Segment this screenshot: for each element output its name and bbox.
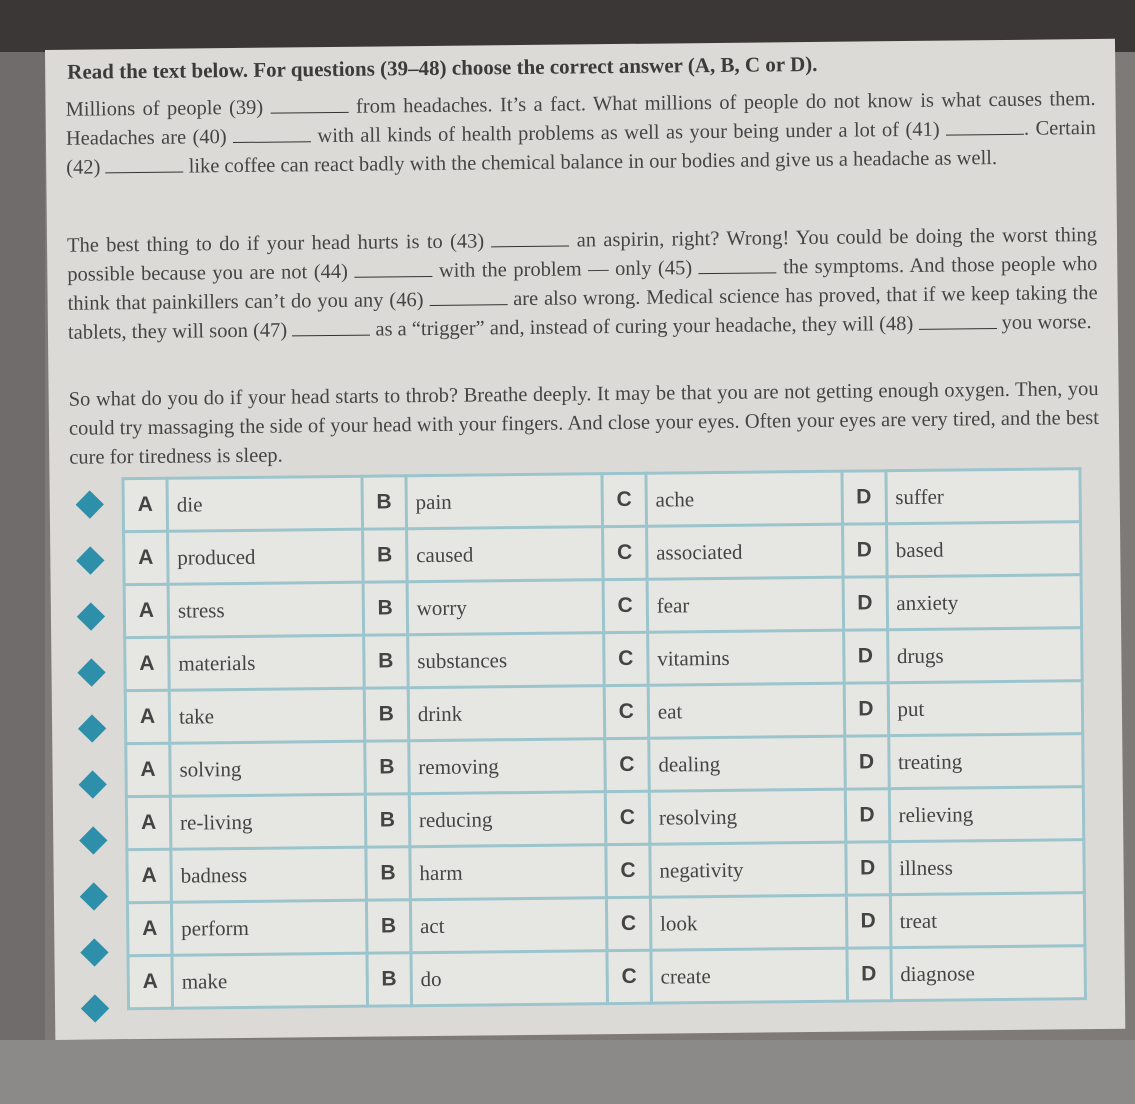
option-word[interactable]: resolving xyxy=(649,789,845,844)
option-letter: D xyxy=(846,895,891,948)
option-letter: B xyxy=(364,688,409,741)
option-word[interactable]: fear xyxy=(647,577,843,632)
option-word[interactable]: suffer xyxy=(885,469,1080,524)
option-letter: C xyxy=(607,950,652,1003)
option-word[interactable]: create xyxy=(651,948,847,1003)
option-word[interactable]: stress xyxy=(168,582,363,637)
options-table xyxy=(121,467,1087,1010)
option-letter: B xyxy=(363,635,408,688)
p2-text-2: an aspirin, right? Wrong! You could be doing the worst thing possible because you are not (44) xyxy=(67,223,1098,286)
paragraph-3: So what do you do if your head starts to throb? Breathe deeply. It may be that you are not getting enough oxygen. Then, you could try massaging the side of your head with your fingers. And close your eyes. Often your eyes are very tired, and the best cure for tiredness is sleep. xyxy=(68,377,1100,469)
option-letter: B xyxy=(362,476,407,529)
option-word[interactable]: perform xyxy=(171,900,366,955)
option-letter: C xyxy=(604,685,649,738)
option-letter: D xyxy=(841,471,886,524)
option-letter: C xyxy=(605,738,650,791)
option-word[interactable]: re-living xyxy=(170,794,365,849)
option-letter: D xyxy=(844,736,889,789)
background-left xyxy=(0,52,45,1104)
option-word[interactable]: act xyxy=(410,898,607,953)
option-word[interactable]: dealing xyxy=(649,736,845,791)
option-letter: C xyxy=(606,897,651,950)
option-word[interactable]: treating xyxy=(888,734,1083,789)
option-letter: B xyxy=(366,847,411,900)
gap-43[interactable] xyxy=(491,232,569,248)
gap-48[interactable] xyxy=(918,314,996,330)
option-word[interactable]: make xyxy=(172,953,367,1008)
option-word[interactable]: caused xyxy=(406,527,603,582)
option-word[interactable]: vitamins xyxy=(647,630,843,685)
option-letter: B xyxy=(365,741,410,794)
option-row xyxy=(128,946,1086,1009)
option-word[interactable]: produced xyxy=(168,529,363,584)
option-word[interactable]: diagnose xyxy=(890,946,1085,1001)
option-letter: A xyxy=(123,478,168,531)
option-letter: A xyxy=(128,955,173,1008)
question-marker xyxy=(79,770,107,798)
option-word[interactable]: put xyxy=(888,681,1083,736)
option-word[interactable]: based xyxy=(886,522,1081,577)
question-marker xyxy=(77,602,105,630)
option-letter: D xyxy=(845,789,890,842)
option-letter: C xyxy=(602,526,647,579)
p2-text-6: as a “trigger” and, instead of curing your headache, they will (48) xyxy=(375,312,914,341)
option-word[interactable]: harm xyxy=(410,845,607,900)
option-letter: D xyxy=(843,577,888,630)
p2-text-7: you worse. xyxy=(1001,311,1092,334)
gap-47[interactable] xyxy=(292,321,370,337)
option-letter: B xyxy=(365,794,410,847)
option-letter: A xyxy=(124,531,169,584)
p1-text-3: with all kinds of health problems as well as your being under a lot of (41) xyxy=(317,118,940,148)
p1-text-4: . Certain (42) xyxy=(66,117,1096,179)
paragraph-2 xyxy=(67,221,1098,348)
option-letter: A xyxy=(125,637,170,690)
question-marker xyxy=(77,658,105,686)
option-letter: B xyxy=(366,900,411,953)
option-letter: A xyxy=(127,849,172,902)
option-letter: C xyxy=(605,791,650,844)
gap-45[interactable] xyxy=(699,258,777,274)
option-word[interactable]: do xyxy=(411,951,608,1006)
option-word[interactable]: ache xyxy=(646,471,842,526)
p1-text-2: from headaches. It’s a fact. What millions of people do not know is what causes them. Headaches are (40) xyxy=(65,88,1096,150)
question-marker xyxy=(78,714,106,742)
option-word[interactable]: illness xyxy=(889,840,1084,895)
option-word[interactable]: pain xyxy=(406,474,603,529)
gap-46[interactable] xyxy=(429,290,507,306)
instructions: Read the text below. For questions (39–48) choose the correct answer (A, B, C or D). xyxy=(67,51,818,84)
gap-39[interactable] xyxy=(270,98,348,114)
question-marker xyxy=(76,546,104,574)
option-word[interactable]: removing xyxy=(409,739,606,794)
option-word[interactable]: drugs xyxy=(887,628,1082,683)
option-word[interactable]: substances xyxy=(407,633,604,688)
option-letter: A xyxy=(124,584,169,637)
option-word[interactable]: badness xyxy=(171,847,366,902)
p1-text-5: like coffee can react badly with the chemical balance in our bodies and give us a headache as well. xyxy=(188,147,998,178)
option-word[interactable]: negativity xyxy=(650,842,846,897)
gap-40[interactable] xyxy=(233,127,311,143)
question-marker xyxy=(81,994,109,1022)
question-markers xyxy=(70,494,116,1054)
option-word[interactable]: relieving xyxy=(889,787,1084,842)
options-table-wrapper xyxy=(121,467,1087,1010)
option-word[interactable]: drink xyxy=(408,686,605,741)
option-word[interactable]: die xyxy=(167,476,362,531)
option-letter: A xyxy=(126,743,171,796)
option-word[interactable]: eat xyxy=(648,683,844,738)
option-letter: A xyxy=(125,690,170,743)
p2-text-4: the symptoms. And those people who think that painkillers can’t do you any (46) xyxy=(67,252,1098,315)
option-letter: C xyxy=(603,632,648,685)
option-letter: B xyxy=(362,529,407,582)
option-word[interactable]: take xyxy=(169,688,364,743)
option-letter: B xyxy=(363,582,408,635)
worksheet-page xyxy=(45,39,1125,1040)
option-letter: A xyxy=(127,902,172,955)
question-marker xyxy=(80,882,108,910)
p2-text-1: The best thing to do if your head hurts is to (43) xyxy=(66,230,485,257)
option-letter: C xyxy=(603,579,648,632)
option-letter: D xyxy=(844,683,889,736)
option-letter: D xyxy=(842,524,887,577)
option-letter: C xyxy=(602,473,647,526)
option-word[interactable]: materials xyxy=(169,635,364,690)
option-letter: B xyxy=(367,953,412,1006)
p2-text-5: are also wrong. Medical science has proved, that if we keep taking the tablets, they will soon (47) xyxy=(67,281,1098,344)
option-word[interactable]: associated xyxy=(646,524,842,579)
gap-41[interactable] xyxy=(946,120,1024,136)
gap-44[interactable] xyxy=(354,262,432,278)
option-letter: D xyxy=(846,948,891,1001)
question-marker xyxy=(80,938,108,966)
option-word[interactable]: solving xyxy=(170,741,365,796)
background-bottom xyxy=(0,1040,1135,1104)
p2-text-3: with the problem — only (45) xyxy=(438,257,693,282)
question-marker xyxy=(76,490,104,518)
p1-text-1: Millions of people (39) xyxy=(65,96,264,121)
option-word[interactable]: anxiety xyxy=(887,575,1082,630)
option-letter: D xyxy=(843,630,888,683)
option-word[interactable]: treat xyxy=(890,893,1085,948)
option-word[interactable]: look xyxy=(650,895,846,950)
gap-42[interactable] xyxy=(105,158,183,174)
option-letter: D xyxy=(845,842,890,895)
option-letter: C xyxy=(606,844,651,897)
option-word[interactable]: reducing xyxy=(409,792,606,847)
question-marker xyxy=(79,826,107,854)
option-letter: A xyxy=(126,796,171,849)
option-word[interactable]: worry xyxy=(407,580,604,635)
paragraph-1 xyxy=(65,85,1096,183)
